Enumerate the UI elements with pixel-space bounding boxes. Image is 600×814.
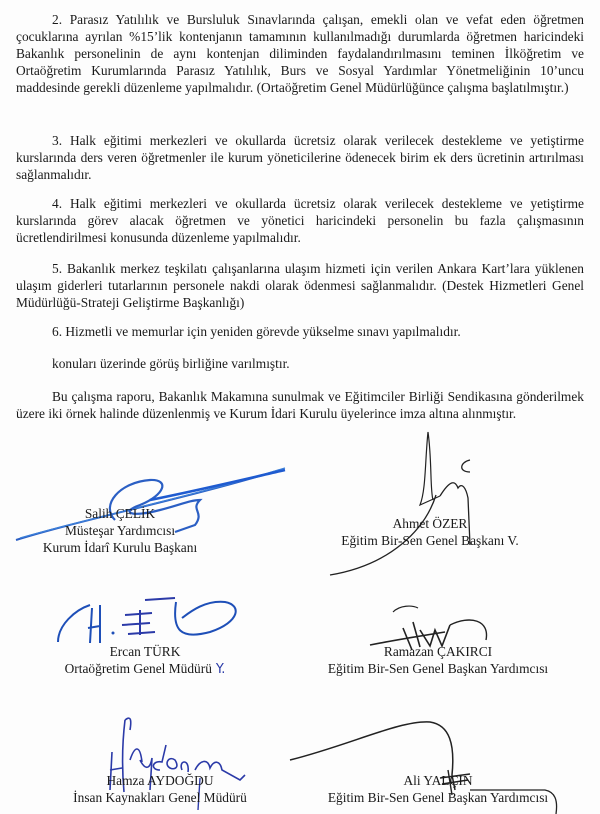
signatory-name: Ali YALÇIN bbox=[403, 773, 473, 788]
closing-paragraph: Bu çalışma raporu, Bakanlık Makamına sunulmak ve Eğitimciler Birliği Sendikasına gönderilmek üzere iki örnek halinde düzenlenmiş ve Kurum İdari Kurulu üyelerince imza altına alınmıştır. bbox=[16, 389, 584, 421]
signatory-salih-celik bbox=[0, 505, 240, 556]
paragraph-item-2: 2. Parasız Yatılılık ve Bursluluk Sınavlarında çalışan, emekli olan ve vefat eden öğretmen çocuklarına ayrılan %15’lik kontenjanın tamamının kullanılmadığı durumlarda öğretmen haricindeki Bakanlık personelinin de aynı kontenjan diliminden faydalandırılmasını teminen İlköğretim ve Ortaöğretim Kurumlarında Parasız Yatılılık, Burs ve Sosyal Yardımlar Yönetmeliğinin 10’uncu maddesinde gerekli düzenleme yapılmalıdır. (Ortaöğretim Genel Müdürlüğünce çalışma başlatılmıştır.) bbox=[16, 12, 584, 95]
signatory-title: Müsteşar Yardımcısı bbox=[64, 523, 176, 538]
paragraph-item-3: 3. Halk eğitimi merkezleri ve okullarda ücretsiz olarak verilecek destekleme ve yetiştirme kurslarında ders veren öğretmenler ile kurum yöneticilerine ödenecek birim ek ders ücretinin artırılması sağlanmalıdır. bbox=[16, 133, 584, 182]
signatory-ahmet-ozer bbox=[300, 515, 560, 549]
signatory-name: Ramazan ÇAKIRCI bbox=[383, 644, 493, 659]
paragraph-item-4: 4. Halk eğitimi merkezleri ve okullarda ücretsiz olarak verilecek destekleme ve yetiştirme kurslarında görev alacak öğretmen ve yönetici haricindeki personelin bu fazla çalışmasının ücretlendirilmesi konusunda düzenleme yapılmalıdır. bbox=[16, 196, 584, 245]
signatory-name: Ercan TÜRK bbox=[109, 644, 181, 659]
signatory-ali-yalcin bbox=[308, 772, 568, 806]
signatory-title: Eğitim Bir-Sen Genel Başkanı V. bbox=[341, 533, 519, 548]
initial-mark-icon: Y. bbox=[215, 662, 226, 677]
signatory-ramazan-cakirci bbox=[308, 643, 568, 677]
signatory-ercan-turk bbox=[0, 643, 290, 678]
signatory-title: Ortaöğretim Genel Müdürü bbox=[64, 661, 212, 676]
signatory-title: Eğitim Bir-Sen Genel Başkan Yardımcısı bbox=[327, 790, 549, 805]
signatory-name: Hamza AYDOĞDU bbox=[106, 773, 214, 788]
signatory-title: İnsan Kaynakları Genel Müdürü bbox=[73, 790, 247, 805]
signatory-name: Ahmet ÖZER bbox=[392, 516, 468, 531]
signatory-title-secondary: Kurum İdarî Kurulu Başkanı bbox=[42, 540, 198, 555]
paragraph-item-6: 6. Hizmetli ve memurlar için yeniden görevde yükselme sınavı yapılmalıdır. bbox=[52, 324, 461, 339]
signatory-name: Salih ÇELİK bbox=[84, 506, 156, 521]
signatory-hamza-aydogdu bbox=[30, 772, 290, 806]
paragraph-item-5: 5. Bakanlık merkez teşkilatı çalışanlarına ulaşım hizmeti için verilen Ankara Kart’lara yüklenen ulaşım giderleri tutarlarının personele nakdi olarak ödenmesi sağlanmalıdır. (Destek Hizmetleri Genel Müdürlüğü-Strateji Geliştirme Başkanlığı) bbox=[16, 261, 584, 310]
conclusion-text: konuları üzerinde görüş birliğine varılmıştır. bbox=[52, 356, 290, 371]
signatory-title: Eğitim Bir-Sen Genel Başkan Yardımcısı bbox=[327, 661, 549, 676]
